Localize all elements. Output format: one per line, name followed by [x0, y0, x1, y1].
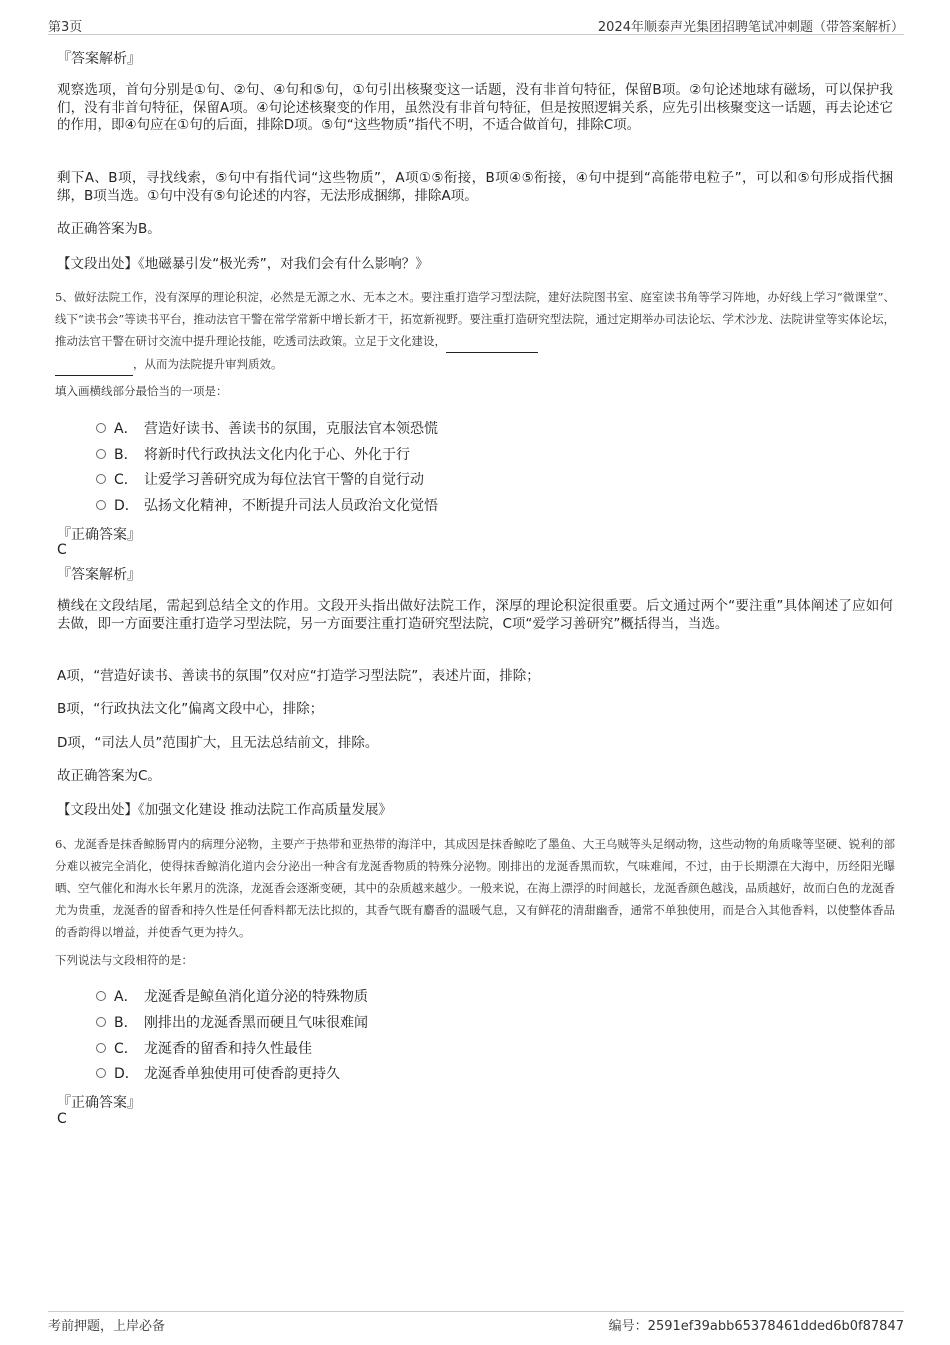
q5-analysis-p1: 横线在文段结尾，需起到总结全文的作用。文段开头指出做好法院工作，深厚的理论积淀很重要。后文通过两个“要注重”具体阐述了应如何去做，即一方面要注重打造学习型法院，另一方面要注重打造研究型法院，C项“爱学习善研究”概括得当，当选。 — [57, 598, 893, 632]
document-title: 2024年顺泰声光集团招聘笔试冲刺题（带答案解析） — [597, 20, 904, 35]
q5-prompt: 填入画横线部分最恰当的一项是： — [55, 384, 228, 398]
radio-icon[interactable] — [96, 449, 106, 459]
q4-analysis-p2: 剩下A、B项，寻找线索，⑤句中有指代词“这些物质”，A项①⑤衔接，B项④⑤衔接，④句中提到“高能带电粒子”，可以和⑤句形成指代捆绑，B项当选。①句中没有⑤句论述的内容，无法形成捆绑，排除A项。 — [57, 170, 893, 204]
q5-source: 【文段出处】《加强文化建设 推动法院工作高质量发展》 — [57, 802, 393, 818]
q5-correct-answer: C — [57, 542, 67, 558]
q4-analysis-conclusion: 故正确答案为B。 — [57, 221, 161, 237]
page-header — [48, 14, 904, 35]
q4-analysis-label: 『答案解析』 — [57, 51, 141, 67]
q5-text-part-b: ，从而为法院提升审判质效。 — [133, 357, 283, 371]
q5-correct-label: 『正确答案』 — [57, 527, 141, 543]
radio-icon[interactable] — [96, 1068, 106, 1078]
q5-analysis-conclusion: 故正确答案为C。 — [57, 768, 161, 784]
q6-option-d[interactable]: D． 龙涎香单独使用可使香韵更持久 — [96, 1063, 340, 1083]
q5-analysis-p2: A项，“营造好读书、善读书的氛围”仅对应“打造学习型法院”，表述片面，排除； — [57, 668, 540, 684]
q5-analysis-p4: D项，“司法人员”范围扩大，且无法总结前文，排除。 — [57, 735, 379, 751]
page-number: 第3页 — [48, 20, 83, 35]
page-footer — [48, 1311, 904, 1334]
q4-analysis-p1: 观察选项，首句分别是①句、②句、④句和⑤句，①句引出核聚变这一话题，没有非首句特征，保留B项。②句论述地球有磁场，可以保护我们，没有非首句特征，保留A项。④句论述核聚变的作用，虽然没有非首句特征，但是按照逻辑关系，应先引出核聚变这一话题，再去论述它的作用，即④句应在①句的后面，排除D项。⑤句“这些物质”指代不明，不适合做首句，排除C项。 — [57, 82, 894, 133]
q5-option-d[interactable]: D． 弘扬文化精神，不断提升司法人员政治文化觉悟 — [96, 495, 438, 515]
q4-source: 【文段出处】《地磁暴引发“极光秀”，对我们会有什么影响？》 — [57, 256, 429, 272]
radio-icon[interactable] — [96, 500, 106, 510]
radio-icon[interactable] — [96, 474, 106, 484]
q5-text-part-a: 5、做好法院工作，没有深厚的理论积淀，必然是无源之水、无本之木。要注重打造学习型法院，建好法院图书室、庭室读书角等学习阵地，办好线上学习“微课堂”、线下“读书会”等读书平台，推动法官干警在常学常新中增长新才干，拓宽新视野。要注重打造研究型法院，通过定期举办司法论坛、学术沙龙、法院讲堂等实体论坛，推动法官干警在研讨交流中提升理论技能，吃透司法政策。立足于文化建设， — [55, 290, 895, 348]
radio-icon[interactable] — [96, 1017, 106, 1027]
radio-icon[interactable] — [96, 991, 106, 1001]
q6-option-b[interactable]: B． 刚排出的龙涎香黑而硬且气味很难闻 — [96, 1012, 368, 1032]
q6-correct-label: 『正确答案』 — [57, 1095, 141, 1111]
q6-prompt: 下列说法与文段相符的是： — [55, 953, 193, 967]
q6-option-c[interactable]: C． 龙涎香的留香和持久性最佳 — [96, 1038, 312, 1058]
q6-option-a[interactable]: A． 龙涎香是鲸鱼消化道分泌的特殊物质 — [96, 986, 368, 1006]
radio-icon[interactable] — [96, 1043, 106, 1053]
radio-icon[interactable] — [96, 423, 106, 433]
q5-blank-1 — [446, 330, 538, 353]
q5-blank-2 — [55, 353, 133, 376]
q5-option-a[interactable]: A． 营造好读书、善读书的氛围，克服法官本领恐慌 — [96, 418, 438, 438]
q5-analysis-label: 『答案解析』 — [57, 567, 141, 583]
footer-slogan: 考前押题，上岸必备 — [48, 1319, 166, 1334]
document-code: 编号：2591ef39abb65378461dded6b0f87847 — [608, 1319, 904, 1334]
q6-question-text: 6、龙涎香是抹香鲸肠胃内的病理分泌物，主要产于热带和亚热带的海洋中，其成因是抹香鲸吃了墨鱼、大王乌贼等头足纲动物，这些动物的角质喙等坚硬、锐利的部分难以被完全消化，使得抹香鲸消化道内会分泌出一种含有龙涎香物质的特殊分泌物。刚排出的龙涎香黑而软，气味难闻，不过，由于长期漂在大海中，历经阳光曝晒、空气催化和海水长年累月的洗涤，龙涎香会逐渐变硬，其中的杂质越来越少。一般来说，在海上漂浮的时间越长，龙涎香颜色越浅，品质越好，故而白色的龙涎香尤为贵重，龙涎香的留香和持久性是任何香料都无法比拟的，其香气既有麝香的温暖气息，又有鲜花的清甜幽香，通常不单独使用，而是合入其他香料，以使整体香品的香韵得以增益，并使香气更为持久。 — [55, 837, 895, 939]
q5-question-text — [55, 286, 895, 376]
q5-analysis-p3: B项，“行政执法文化”偏离文段中心，排除； — [57, 701, 324, 717]
q5-option-c[interactable]: C． 让爱学习善研究成为每位法官干警的自觉行动 — [96, 469, 424, 489]
q5-option-b[interactable]: B． 将新时代行政执法文化内化于心、外化于行 — [96, 444, 410, 464]
q6-correct-answer: C — [57, 1111, 67, 1127]
